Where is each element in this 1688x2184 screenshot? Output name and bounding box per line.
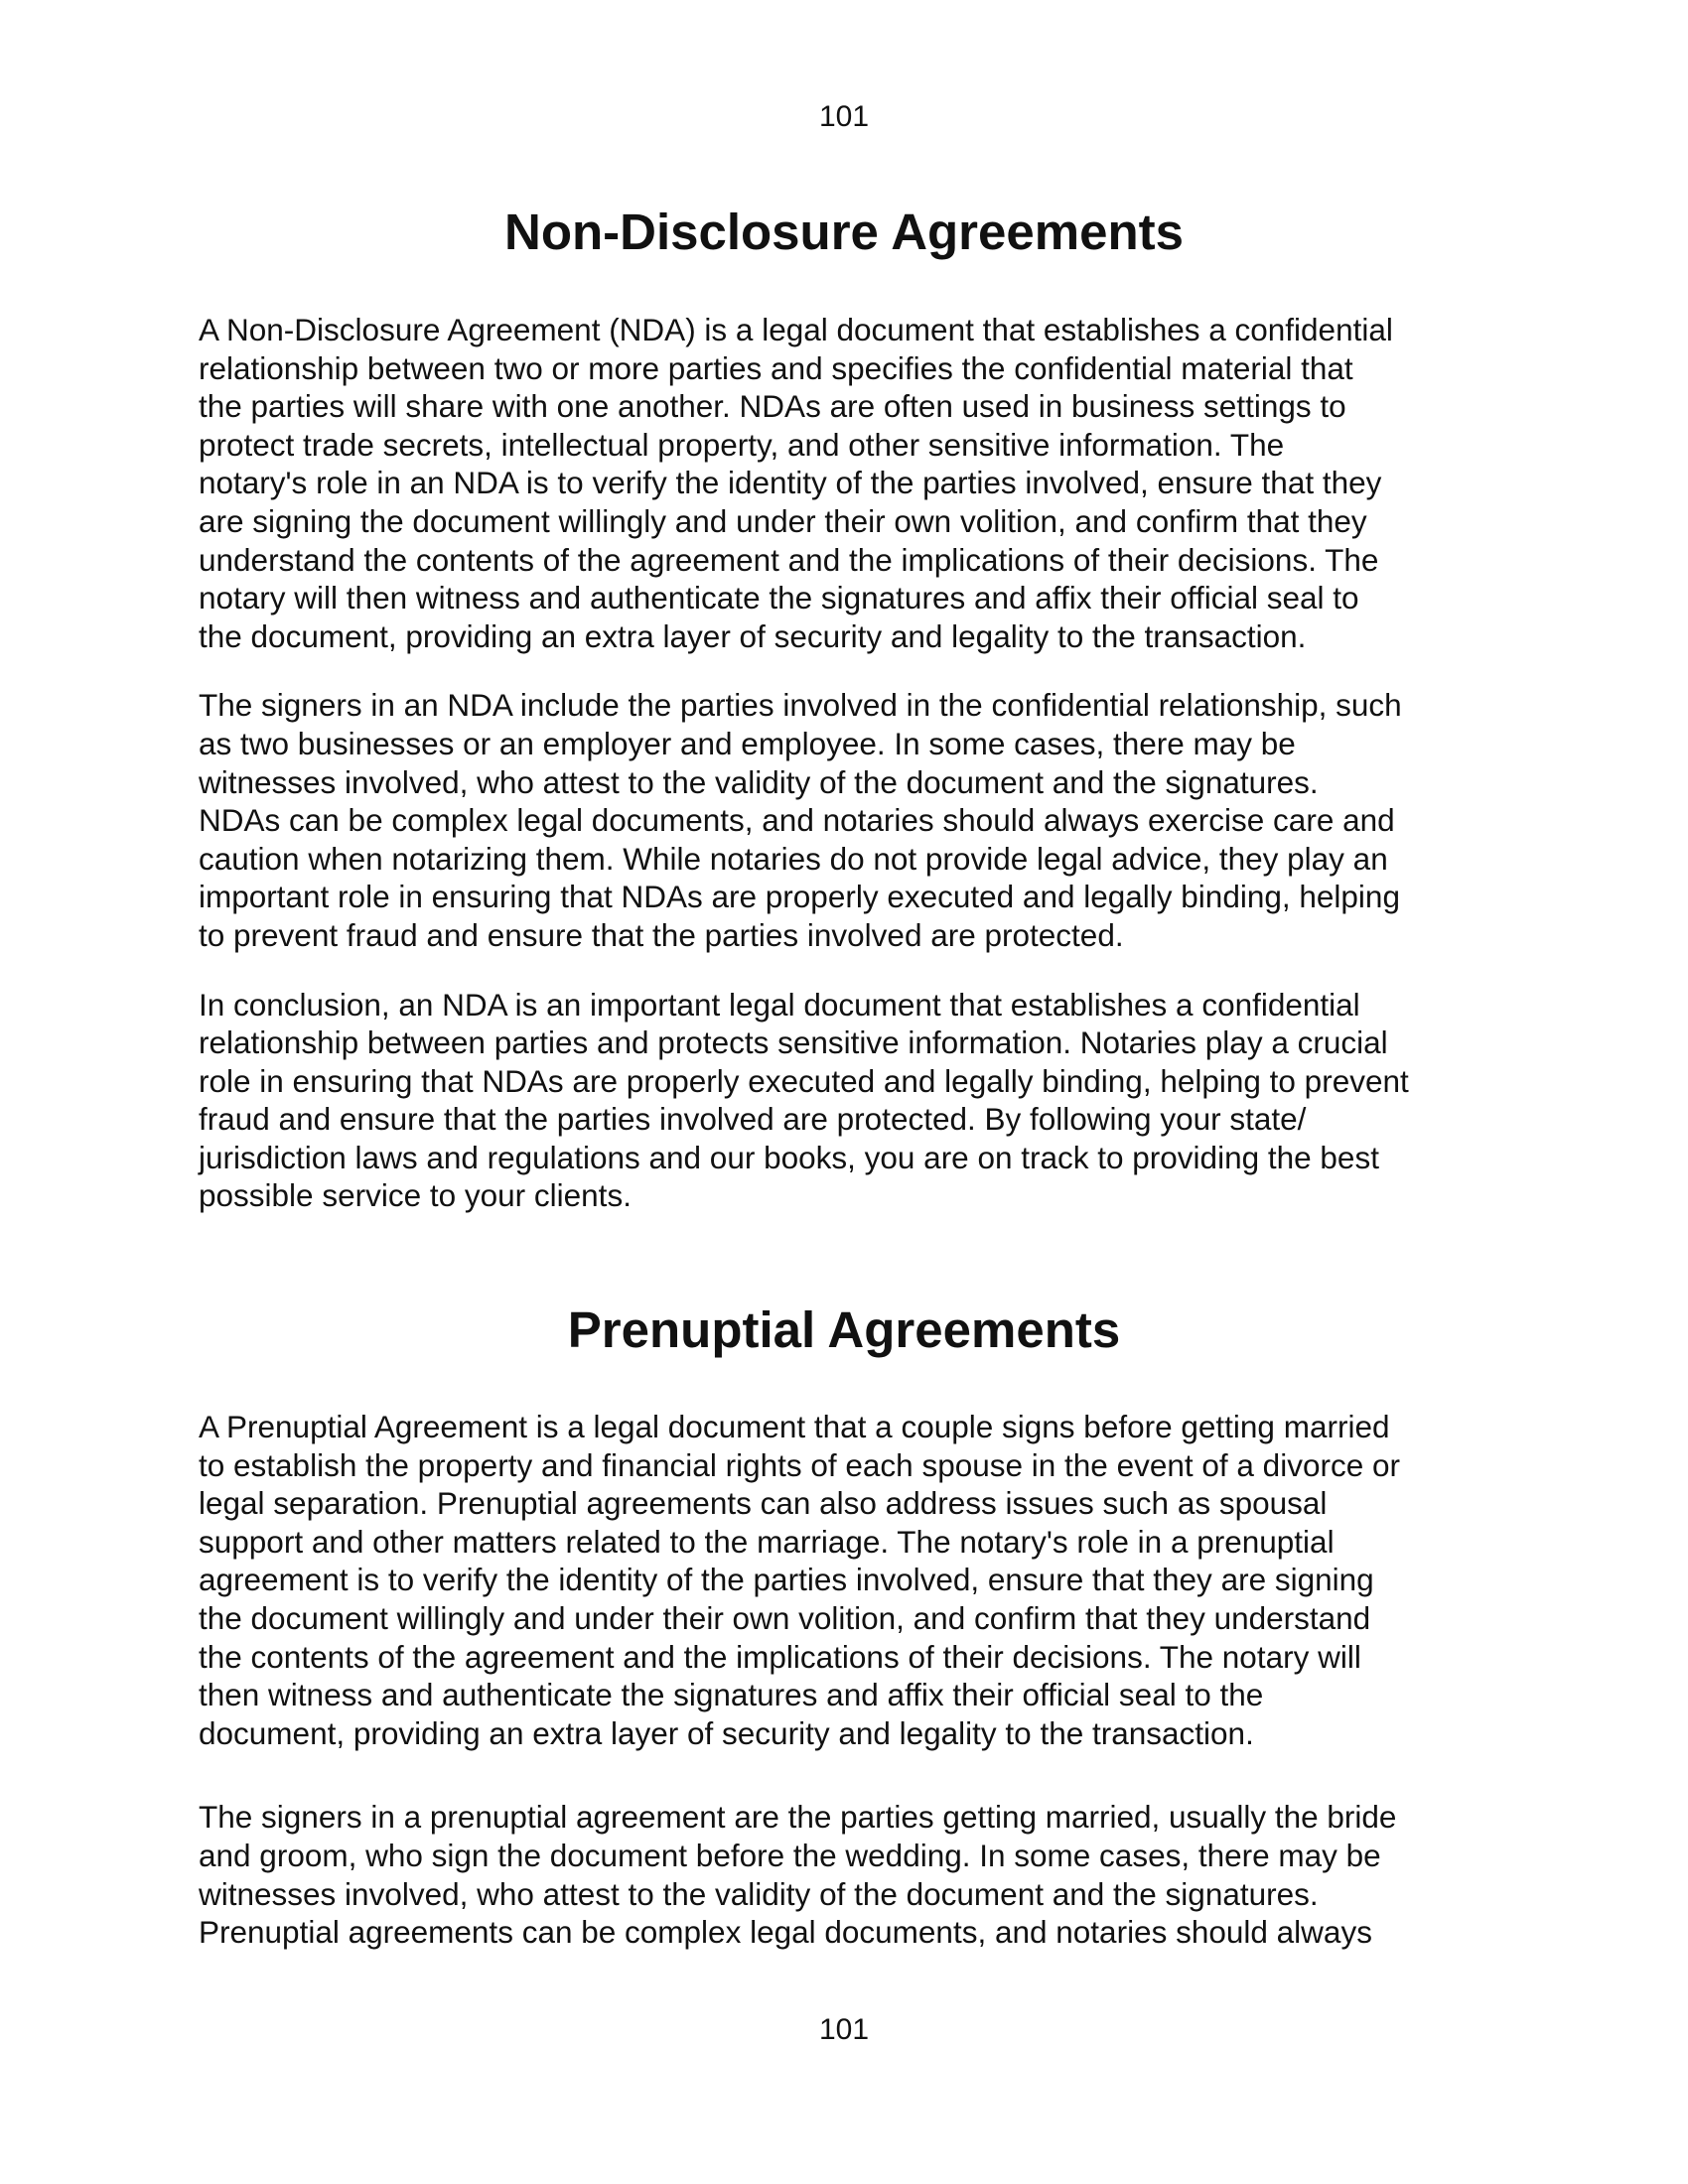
nda-paragraph-2: The signers in an NDA include the parties involved in the confidential relationship, such as two businesses or an employer and employee. In some cases, there may be witnesses involved, who attest to the validity of the document and the signatures. NDAs can be complex legal documents, and notaries should always exercise care and caution when notarizing them. While notaries do not provide legal advice, they play an important role in ensuring that NDAs are properly executed and legally binding, helping to prevent fraud and ensure that the parties involved are protected. [199, 687, 1402, 953]
page-content [199, 201, 1489, 1952]
nda-paragraph-1: A Non-Disclosure Agreement (NDA) is a legal document that establishes a confidential relationship between two or more parties and specifies the confidential material that the parties will share with one another. NDAs are often used in business settings to protect trade secrets, intellectual property, and other sensitive information. The notary's role in an NDA is to verify the identity of the parties involved, ensure that they are signing the document willingly and under their own volition, and confirm that they understand the contents of the agreement and the implications of their decisions. The notary will then witness and authenticate the signatures and affix their official seal to the document, providing an extra layer of security and legality to the transaction. [199, 312, 1393, 654]
prenuptial-paragraph-1: A Prenuptial Agreement is a legal document that a couple signs before getting married to establish the property and financial rights of each spouse in the event of a divorce or legal separation. Prenuptial agreements can also address issues such as spousal support and other matters related to the marriage. The notary's role in a prenuptial agreement is to verify the identity of the parties involved, ensure that they are signing the document willingly and under their own volition, and confirm that they understand the contents of the agreement and the implications of their decisions. The notary will then witness and authenticate the signatures and affix their official seal to the document, providing an extra layer of security and legality to the transaction. [199, 1409, 1400, 1751]
prenuptial-paragraph-2: The signers in a prenuptial agreement are the parties getting married, usually the bride and groom, who sign the document before the wedding. In some cases, there may be witnesses involved, who attest to the validity of the document and the signatures. Prenuptial agreements can be complex legal documents, and notaries should always [199, 1799, 1397, 1951]
page-number-bottom: 101 [818, 2013, 870, 2046]
nda-paragraph-3: In conclusion, an NDA is an important legal document that establishes a confidential relationship between parties and protects sensitive information. Notaries play a crucial role in ensuring that NDAs are properly executed and legally binding, helping to prevent fraud and ensure that the parties involved are protected. By following your state/ jurisdiction laws and regulations and our books, you are on track to providing the best possible service to your clients. [199, 986, 1409, 1214]
page-number-top: 101 [818, 100, 870, 133]
section-title-nda: Non-Disclosure Agreements [504, 204, 1184, 260]
section-title-prenuptial: Prenuptial Agreements [567, 1301, 1121, 1359]
